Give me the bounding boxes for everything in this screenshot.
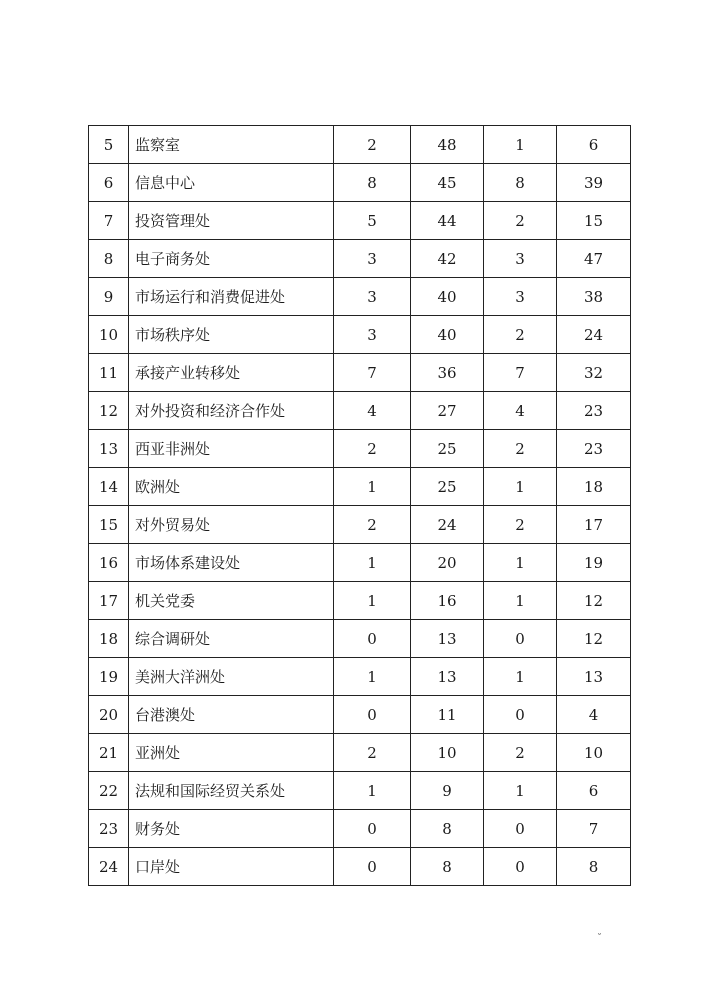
table-row	[89, 506, 631, 544]
department-name: 承接产业转移处	[129, 354, 334, 392]
department-name: 市场体系建设处	[129, 544, 334, 582]
value-cell: 12	[557, 620, 631, 658]
value-cell: 24	[411, 506, 484, 544]
table-row	[89, 316, 631, 354]
row-number: 21	[89, 734, 129, 772]
value-cell: 12	[557, 582, 631, 620]
value-cell: 2	[484, 430, 557, 468]
department-name: 对外投资和经济合作处	[129, 392, 334, 430]
value-cell: 15	[557, 202, 631, 240]
department-name: 投资管理处	[129, 202, 334, 240]
table-row	[89, 658, 631, 696]
value-cell: 2	[484, 734, 557, 772]
value-cell: 1	[334, 772, 411, 810]
value-cell: 2	[334, 126, 411, 164]
value-cell: 23	[557, 430, 631, 468]
value-cell: 23	[557, 392, 631, 430]
department-name: 信息中心	[129, 164, 334, 202]
value-cell: 3	[484, 278, 557, 316]
row-number: 18	[89, 620, 129, 658]
value-cell: 1	[484, 772, 557, 810]
row-number: 20	[89, 696, 129, 734]
value-cell: 1	[334, 658, 411, 696]
row-number: 13	[89, 430, 129, 468]
value-cell: 8	[484, 164, 557, 202]
department-name: 综合调研处	[129, 620, 334, 658]
value-cell: 27	[411, 392, 484, 430]
value-cell: 0	[484, 620, 557, 658]
row-number: 12	[89, 392, 129, 430]
department-name: 西亚非洲处	[129, 430, 334, 468]
value-cell: 20	[411, 544, 484, 582]
value-cell: 1	[484, 658, 557, 696]
value-cell: 1	[334, 582, 411, 620]
row-number: 23	[89, 810, 129, 848]
value-cell: 0	[484, 848, 557, 886]
value-cell: 1	[484, 126, 557, 164]
table-row	[89, 810, 631, 848]
row-number: 19	[89, 658, 129, 696]
value-cell: 6	[557, 126, 631, 164]
row-number: 24	[89, 848, 129, 886]
value-cell: 40	[411, 278, 484, 316]
value-cell: 13	[411, 620, 484, 658]
value-cell: 6	[557, 772, 631, 810]
department-name: 监察室	[129, 126, 334, 164]
row-number: 15	[89, 506, 129, 544]
row-number: 7	[89, 202, 129, 240]
value-cell: 40	[411, 316, 484, 354]
value-cell: 24	[557, 316, 631, 354]
value-cell: 7	[334, 354, 411, 392]
value-cell: 1	[484, 544, 557, 582]
row-number: 11	[89, 354, 129, 392]
value-cell: 9	[411, 772, 484, 810]
value-cell: 48	[411, 126, 484, 164]
table-row	[89, 164, 631, 202]
value-cell: 19	[557, 544, 631, 582]
value-cell: 8	[411, 810, 484, 848]
value-cell: 25	[411, 468, 484, 506]
value-cell: 8	[411, 848, 484, 886]
table-row	[89, 772, 631, 810]
table-row	[89, 240, 631, 278]
row-number: 8	[89, 240, 129, 278]
value-cell: 13	[557, 658, 631, 696]
department-name: 市场运行和消费促进处	[129, 278, 334, 316]
row-number: 9	[89, 278, 129, 316]
table-row	[89, 620, 631, 658]
page-mark: ˘	[597, 933, 602, 944]
value-cell: 3	[484, 240, 557, 278]
table-row	[89, 734, 631, 772]
department-name: 欧洲处	[129, 468, 334, 506]
table-row	[89, 544, 631, 582]
value-cell: 18	[557, 468, 631, 506]
table-row	[89, 848, 631, 886]
department-name: 法规和国际经贸关系处	[129, 772, 334, 810]
row-number: 10	[89, 316, 129, 354]
value-cell: 3	[334, 278, 411, 316]
value-cell: 2	[334, 506, 411, 544]
value-cell: 1	[334, 544, 411, 582]
value-cell: 4	[484, 392, 557, 430]
value-cell: 38	[557, 278, 631, 316]
department-name: 亚洲处	[129, 734, 334, 772]
value-cell: 10	[411, 734, 484, 772]
row-number: 16	[89, 544, 129, 582]
value-cell: 0	[484, 696, 557, 734]
value-cell: 2	[484, 316, 557, 354]
department-name: 市场秩序处	[129, 316, 334, 354]
department-name: 美洲大洋洲处	[129, 658, 334, 696]
value-cell: 2	[484, 506, 557, 544]
department-name: 财务处	[129, 810, 334, 848]
value-cell: 2	[334, 430, 411, 468]
table-row	[89, 696, 631, 734]
table-row	[89, 468, 631, 506]
value-cell: 1	[484, 468, 557, 506]
value-cell: 3	[334, 240, 411, 278]
value-cell: 2	[484, 202, 557, 240]
value-cell: 4	[334, 392, 411, 430]
value-cell: 8	[557, 848, 631, 886]
value-cell: 45	[411, 164, 484, 202]
value-cell: 8	[334, 164, 411, 202]
value-cell: 0	[334, 696, 411, 734]
value-cell: 0	[484, 810, 557, 848]
value-cell: 0	[334, 848, 411, 886]
table-row	[89, 354, 631, 392]
value-cell: 36	[411, 354, 484, 392]
department-name: 对外贸易处	[129, 506, 334, 544]
row-number: 14	[89, 468, 129, 506]
row-number: 6	[89, 164, 129, 202]
table-row	[89, 202, 631, 240]
value-cell: 3	[334, 316, 411, 354]
value-cell: 13	[411, 658, 484, 696]
value-cell: 10	[557, 734, 631, 772]
table-row	[89, 582, 631, 620]
department-name: 电子商务处	[129, 240, 334, 278]
value-cell: 1	[334, 468, 411, 506]
value-cell: 16	[411, 582, 484, 620]
value-cell: 44	[411, 202, 484, 240]
table-row	[89, 430, 631, 468]
value-cell: 4	[557, 696, 631, 734]
value-cell: 42	[411, 240, 484, 278]
value-cell: 0	[334, 810, 411, 848]
value-cell: 0	[334, 620, 411, 658]
department-name: 口岸处	[129, 848, 334, 886]
department-name: 台港澳处	[129, 696, 334, 734]
value-cell: 1	[484, 582, 557, 620]
value-cell: 47	[557, 240, 631, 278]
value-cell: 11	[411, 696, 484, 734]
value-cell: 32	[557, 354, 631, 392]
table-row	[89, 126, 631, 164]
table-row	[89, 278, 631, 316]
value-cell: 25	[411, 430, 484, 468]
table-row	[89, 392, 631, 430]
value-cell: 5	[334, 202, 411, 240]
data-table	[88, 125, 631, 886]
value-cell: 17	[557, 506, 631, 544]
value-cell: 7	[557, 810, 631, 848]
department-name: 机关党委	[129, 582, 334, 620]
row-number: 17	[89, 582, 129, 620]
value-cell: 2	[334, 734, 411, 772]
row-number: 5	[89, 126, 129, 164]
value-cell: 7	[484, 354, 557, 392]
row-number: 22	[89, 772, 129, 810]
value-cell: 39	[557, 164, 631, 202]
